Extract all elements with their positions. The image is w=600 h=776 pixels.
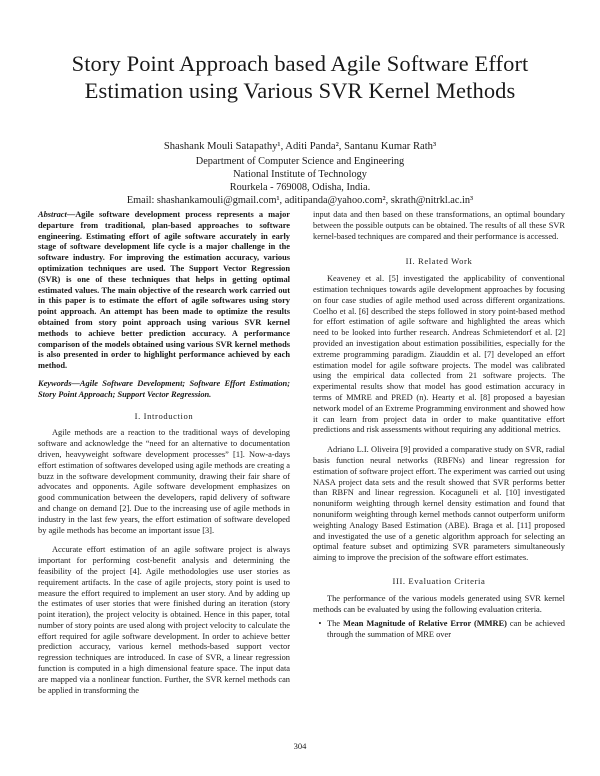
author-names: Shashank Mouli Satapathy¹, Aditi Panda², Santanu Kumar Rath³ (163, 141, 437, 152)
bullet-dot-icon: • (318, 619, 322, 629)
page-number: 304 (293, 741, 307, 751)
related-work-paragraph-2: Adriano L.I. Oliveira [9] provided a comparative study on SVR, radial basis function neural networks (RBFNs) and linear regression for estimation of software project effort. The experiment was carried out using NASA project data sets and the result showed that SVR performs better than RBFN and linear regression. Kocaguneli et al. [10] investigated nonuniform weighting through kernel density estimation and found that nonuniform weighting through kernel methods cannot outperform uniform weighting Analogy Based Estimation (ABE). Braga et al. [11] proposed and investigated the use of a genetic algorithm approach for selecting an optimal feature subset and optimizing SVR parameters simultaneously aiming to improve the precision of the software effort estimates. (313, 445, 565, 563)
left-column (38, 210, 290, 696)
bullet-prefix: The (327, 619, 343, 629)
bullet-text (327, 619, 565, 641)
abstract (38, 210, 290, 372)
abstract-text: —Agile software development process represents a major departure from traditional, plan-based approaches to software engineering. Estimating effort of agile software accurately in early stage of software development life cycle is a major challenge in the software industry. For improving the estimation accuracy, various optimization techniques are used. The Support Vector Regression (SVR) is one of these techniques that helps in getting optimal estimated values. The main objective of the research work carried out in this paper is to estimate the effort of agile softwares using story point approach. An attempt has been made to optimize the results obtained from story point approach using various SVR kernel methods to achieve better prediction accuracy. A performance comparison of the models obtained using various SVR kernel methods is also presented in order to highlight performance achieved by each method. (38, 210, 290, 371)
author-block (60, 140, 540, 207)
bullet-term: Mean Magnitude of Relative Error (MMRE) (342, 619, 507, 629)
abstract-lead: Abstract (38, 210, 67, 219)
section-heading-evaluation-criteria: III. Evaluation Criteria (392, 575, 486, 586)
keywords-lead: Keywords (38, 378, 72, 388)
paper-title: Story Point Approach based Agile Software Effort Estimation using Various SVR Kernel Methods (71, 51, 529, 103)
introduction-paragraph-1: Agile methods are a reaction to the traditional ways of developing software and acknowledge the “need for an alternative to documentation driven, heavyweight software development processes” [1]. Now-a-days effort estimation of softwares developed using agile methods are creating a buzz in the software development community, drawing their fair share of advocates and opponents. Agile software development emphasizes on good communication between the developers, rapid delivery of software and change on demand [2]. Due to the increasing use of agile methods in industry in the last few years, the effort estimation of software developed by agile methods has become an important issue [3]. (38, 428, 290, 535)
section-heading-introduction: I. Introduction (134, 410, 194, 421)
keywords-text: —Agile Software Development; Software Effort Estimation; Story Point Approach; Support Vector Regression. (38, 378, 290, 399)
evaluation-paragraph-1: The performance of the various models generated using SVR kernel methods can be evaluated by using the following evaluation criteria. (313, 593, 565, 614)
section-heading-related-work: II. Related Work (405, 256, 473, 267)
author-department: Department of Computer Science and Engineering (195, 156, 405, 167)
keywords (38, 379, 290, 401)
related-work-paragraph-1: Keaveney et al. [5] investigated the applicability of conventional estimation techniques towards agile development approaches by focusing on four case studies of agile method used across different organizations. Coelho et al. [6] described the steps followed in story point-based method for effort estimation of agile software and highlighted the areas which need to be looked into further research. Andreas Schmietendorf et al. [2] provided an investigation about estimation possibilities, especially for the extreme programming paradigm. Ziauddin et al. [7] developed an effort estimation model for agile software projects. The model was calibrated using the empirical data collected from 21 software projects. The experimental results show that model has good estimation accuracy in terms of MMRE and PRED (n). Hearty et al. [8] proposed a bayesian network model of an Extreme Programming environment and showed how it can learn from project data in order to make quantitative effort predictions and risk assessments without requiring any additional metrics. (313, 274, 565, 435)
right-column (313, 210, 565, 641)
author-institute: National Institute of Technology (233, 169, 367, 180)
introduction-paragraph-2: Accurate effort estimation of an agile software project is always important for performing cost-benefit analysis and determining the feasibility of the project [4]. Agile methodologies use user stories as requirement artifacts. In the case of agile projects, story point is used to measure the effort required to implement an user story. And by adding up the estimates of user stories that were finished during an iteration (story point iteration), the project velocity is obtained. Hence in this paper, total number of story points are used along with project velocity to calculate the effort required for agile software development. In order to achieve better prediction accuracy, various kernel methods-based support vector regression techniques are introduced. In case of SVR, a linear regression function is computed in a high dimensional feature space. The input data are mapped via a nonlinear function. Further, the SVR kernel methods can be applied in transforming the (38, 545, 290, 695)
bullet-item-mmre (313, 619, 565, 641)
author-email: Email: shashankamouli@gmail.com¹, aditipanda@yahoo.com², skrath@nitrkl.ac.in³ (126, 195, 474, 206)
introduction-paragraph-continued: input data and then based on these transformations, an optimal boundary between the possible outputs can be obtained. The results of all these SVR kernel-based techniques are compared and their performance is accessed. (313, 210, 565, 241)
author-location: Rourkela - 769008, Odisha, India. (229, 182, 371, 193)
bullet-continuation: can be achieved through the summation of MRE over (327, 619, 565, 640)
